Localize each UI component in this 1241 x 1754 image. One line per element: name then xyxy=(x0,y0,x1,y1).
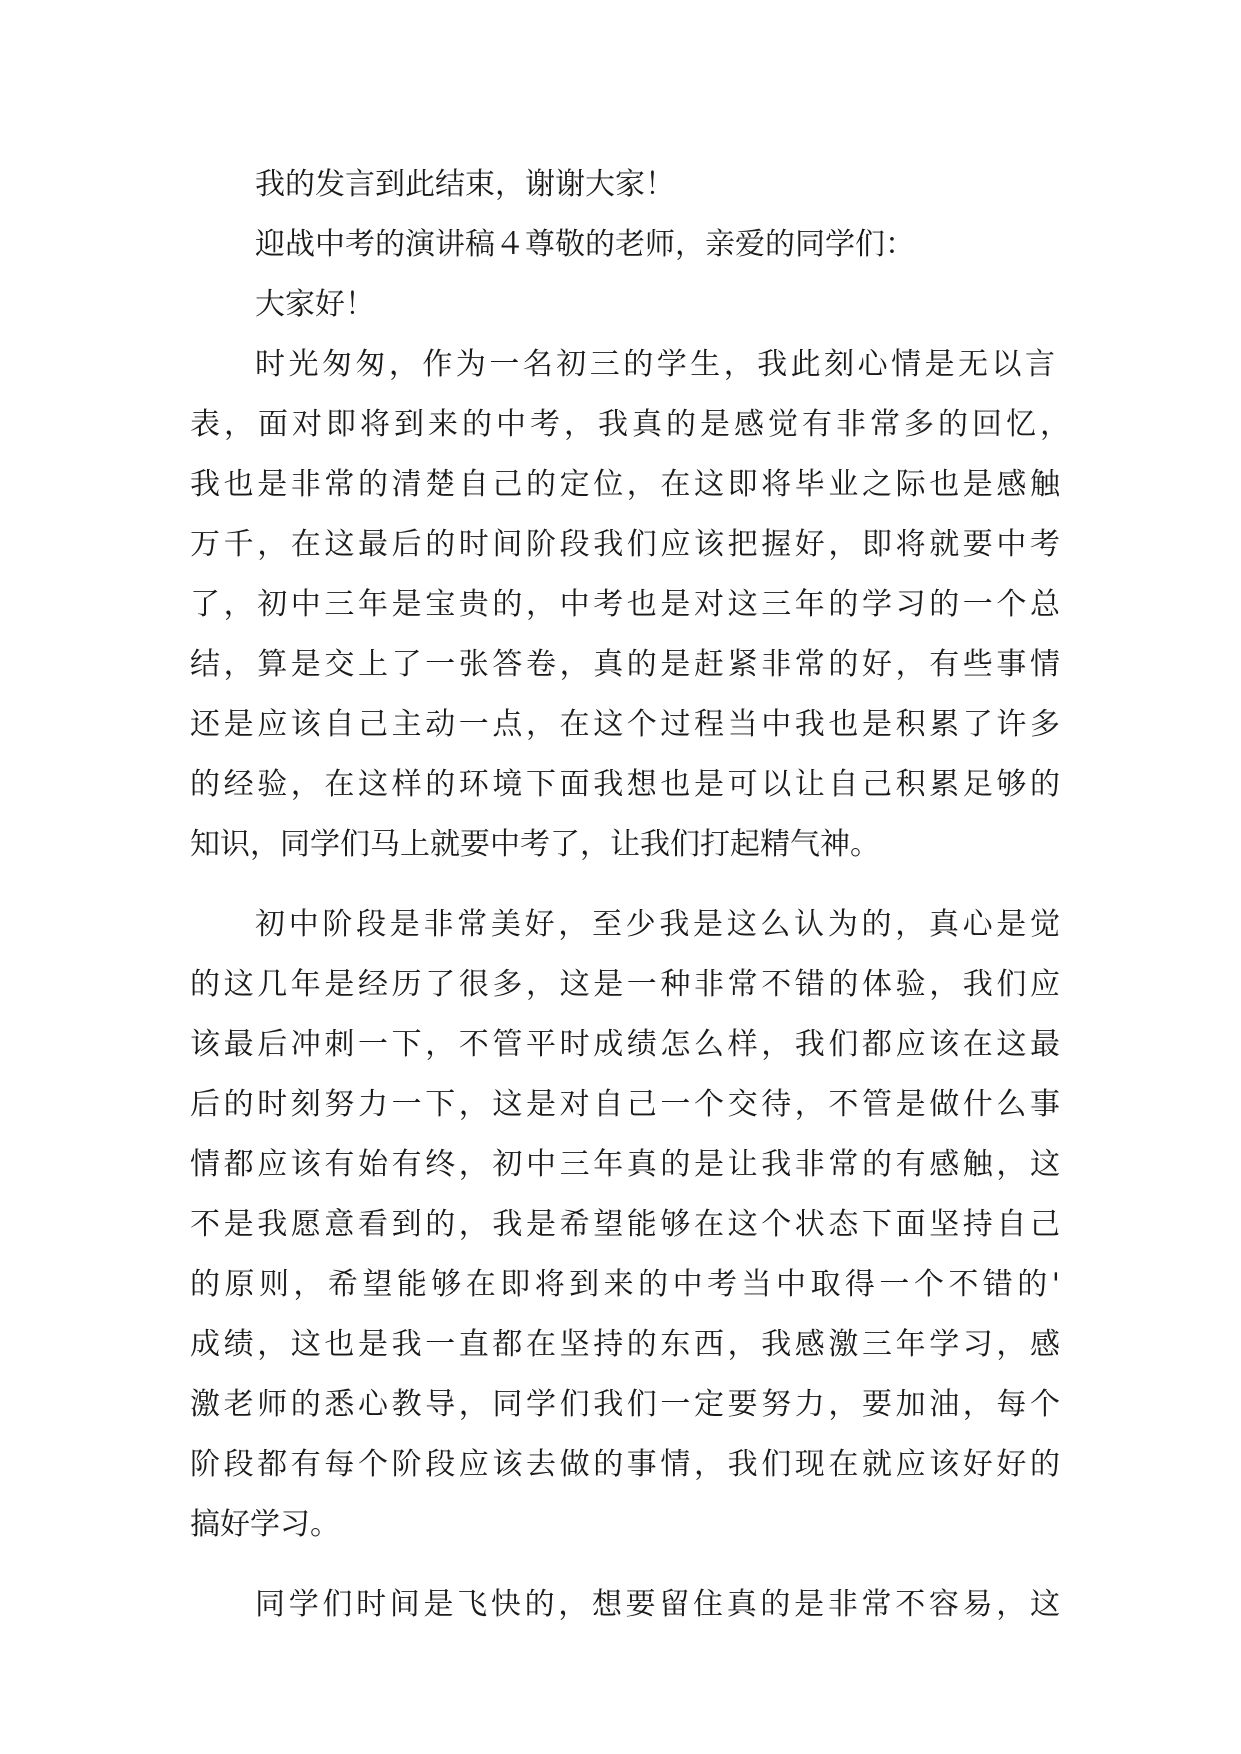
paragraph-line: 阶段都有每个阶段应该去做的事情，我们现在就应该好好的 xyxy=(190,1447,1060,1482)
paragraph-line: 同学们时间是飞快的，想要留住真的是非常不容易，这 xyxy=(255,1587,1060,1622)
paragraph-line: 的经验，在这样的环境下面我想也是可以让自己积累足够的 xyxy=(190,767,1060,802)
paragraph-line: 的这几年是经历了很多，这是一种非常不错的体验，我们应 xyxy=(190,967,1060,1002)
paragraph-line: 后的时刻努力一下，这是对自己一个交待，不管是做什么事 xyxy=(190,1087,1060,1122)
paragraph-line: 万千，在这最后的时间阶段我们应该把握好，即将就要中考 xyxy=(190,527,1060,562)
paragraph-line: 情都应该有始有终，初中三年真的是让我非常的有感触，这 xyxy=(190,1147,1060,1182)
paragraph-line: 成绩，这也是我一直都在坚持的东西，我感激三年学习，感 xyxy=(190,1327,1060,1362)
paragraph-line: 激老师的悉心教导，同学们我们一定要努力，要加油，每个 xyxy=(190,1387,1060,1422)
paragraph-line: 知识，同学们马上就要中考了，让我们打起精气神。 xyxy=(190,827,880,862)
paragraph-line: 的原则，希望能够在即将到来的中考当中取得一个不错的' xyxy=(190,1267,1060,1302)
paragraph-line: 了，初中三年是宝贵的，中考也是对这三年的学习的一个总 xyxy=(190,587,1060,622)
paragraph-line: 大家好！ xyxy=(255,287,375,322)
paragraph-line: 迎战中考的演讲稿４尊敬的老师，亲爱的同学们： xyxy=(255,227,915,262)
paragraph-line: 搞好学习。 xyxy=(190,1507,340,1542)
paragraph-line: 不是我愿意看到的，我是希望能够在这个状态下面坚持自己 xyxy=(190,1207,1060,1242)
paragraph-line: 该最后冲刺一下，不管平时成绩怎么样，我们都应该在这最 xyxy=(190,1027,1060,1062)
paragraph-line: 我的发言到此结束，谢谢大家！ xyxy=(255,167,675,202)
paragraph-line: 结，算是交上了一张答卷，真的是赶紧非常的好，有些事情 xyxy=(190,647,1060,682)
paragraph-line: 我也是非常的清楚自己的定位，在这即将毕业之际也是感触 xyxy=(190,467,1060,502)
paragraph-line: 还是应该自己主动一点，在这个过程当中我也是积累了许多 xyxy=(190,707,1060,742)
paragraph-line: 表，面对即将到来的中考，我真的是感觉有非常多的回忆， xyxy=(190,407,1070,442)
paragraph-line: 初中阶段是非常美好，至少我是这么认为的，真心是觉 xyxy=(255,907,1060,942)
paragraph-line: 时光匆匆，作为一名初三的学生，我此刻心情是无以言 xyxy=(255,347,1055,382)
